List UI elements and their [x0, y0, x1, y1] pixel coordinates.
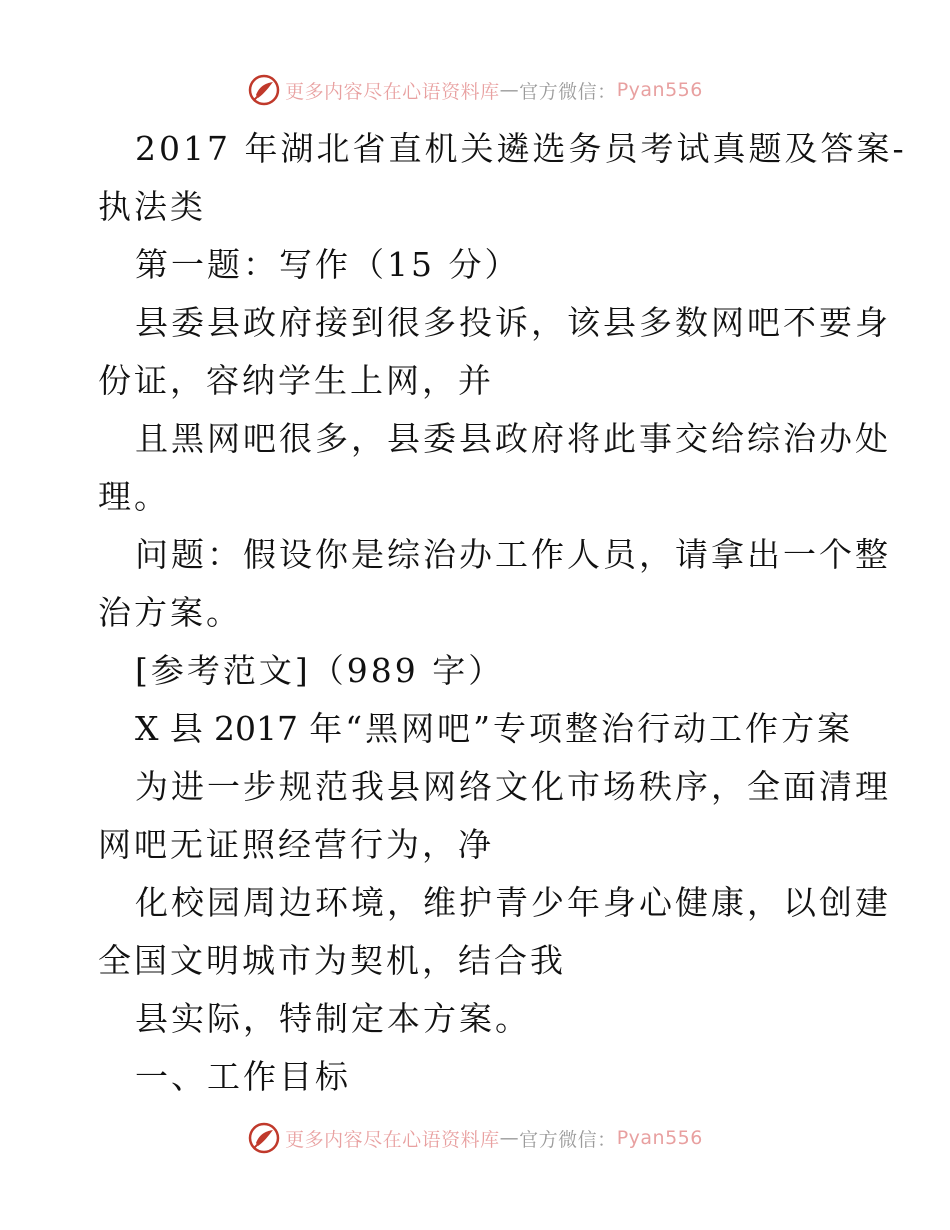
watermark-main-text: 更多内容尽在心语资料库 [285, 1128, 500, 1151]
watermark-wechat-id: Pyan556 [616, 79, 703, 101]
plan-title [98, 700, 853, 758]
watermark-dash: — [499, 1127, 520, 1149]
watermark-footer [0, 1118, 950, 1158]
watermark-official-label: 官方微信： [519, 1128, 617, 1151]
question-prompt-line-2: 治方案。 [98, 593, 242, 632]
document-title-line-2: 执法类 [98, 187, 206, 226]
watermark-dash: — [499, 79, 520, 101]
question-1-body-line-3: 且黑网吧很多，县委县政府将此事交给综治办处 [135, 419, 891, 458]
paragraph-line-1: 为进一步规范我县网络文化市场秩序，全面清理 [135, 767, 891, 806]
document-title-line-1: 2017 年湖北省直机关遴选务员考试真题及答案- [135, 129, 907, 168]
paragraph-line-3: 化校园周边环境，维护青少年身心健康，以创建 [135, 883, 891, 922]
watermark-official-label: 官方微信： [519, 80, 617, 103]
question-1-heading: 第一题：写作（15 分） [135, 245, 521, 284]
paragraph-line-4: 全国文明城市为契机，结合我 [98, 941, 566, 980]
question-prompt-line-1: 问题：假设你是综治办工作人员，请拿出一个整 [135, 535, 891, 574]
plan-title-part: 年“黑网吧”专项整治行动工作方案 [309, 709, 853, 748]
watermark-wechat-id: Pyan556 [616, 1127, 703, 1149]
reference-essay-label: [参考范文]（989 字） [135, 651, 505, 690]
brand-logo-icon [247, 1121, 281, 1155]
paragraph-line-2: 网吧无证照经营行为，净 [98, 825, 494, 864]
document-body [98, 120, 907, 1106]
plan-title-part: 2017 [214, 709, 298, 748]
section-heading-1: 一、工作目标 [135, 1057, 351, 1096]
brand-logo-icon [247, 73, 281, 107]
question-1-body-line-1: 县委县政府接到很多投诉，该县多数网吧不要身 [135, 303, 891, 342]
question-1-body-line-4: 理。 [98, 477, 170, 516]
question-1-body-line-2: 份证，容纳学生上网，并 [98, 361, 494, 400]
plan-title-part: X [135, 709, 159, 748]
watermark-main-text: 更多内容尽在心语资料库 [285, 80, 500, 103]
watermark-header [0, 70, 950, 110]
plan-title-part: 县 [169, 709, 203, 748]
paragraph-line-5: 县实际，特制定本方案。 [135, 999, 531, 1038]
